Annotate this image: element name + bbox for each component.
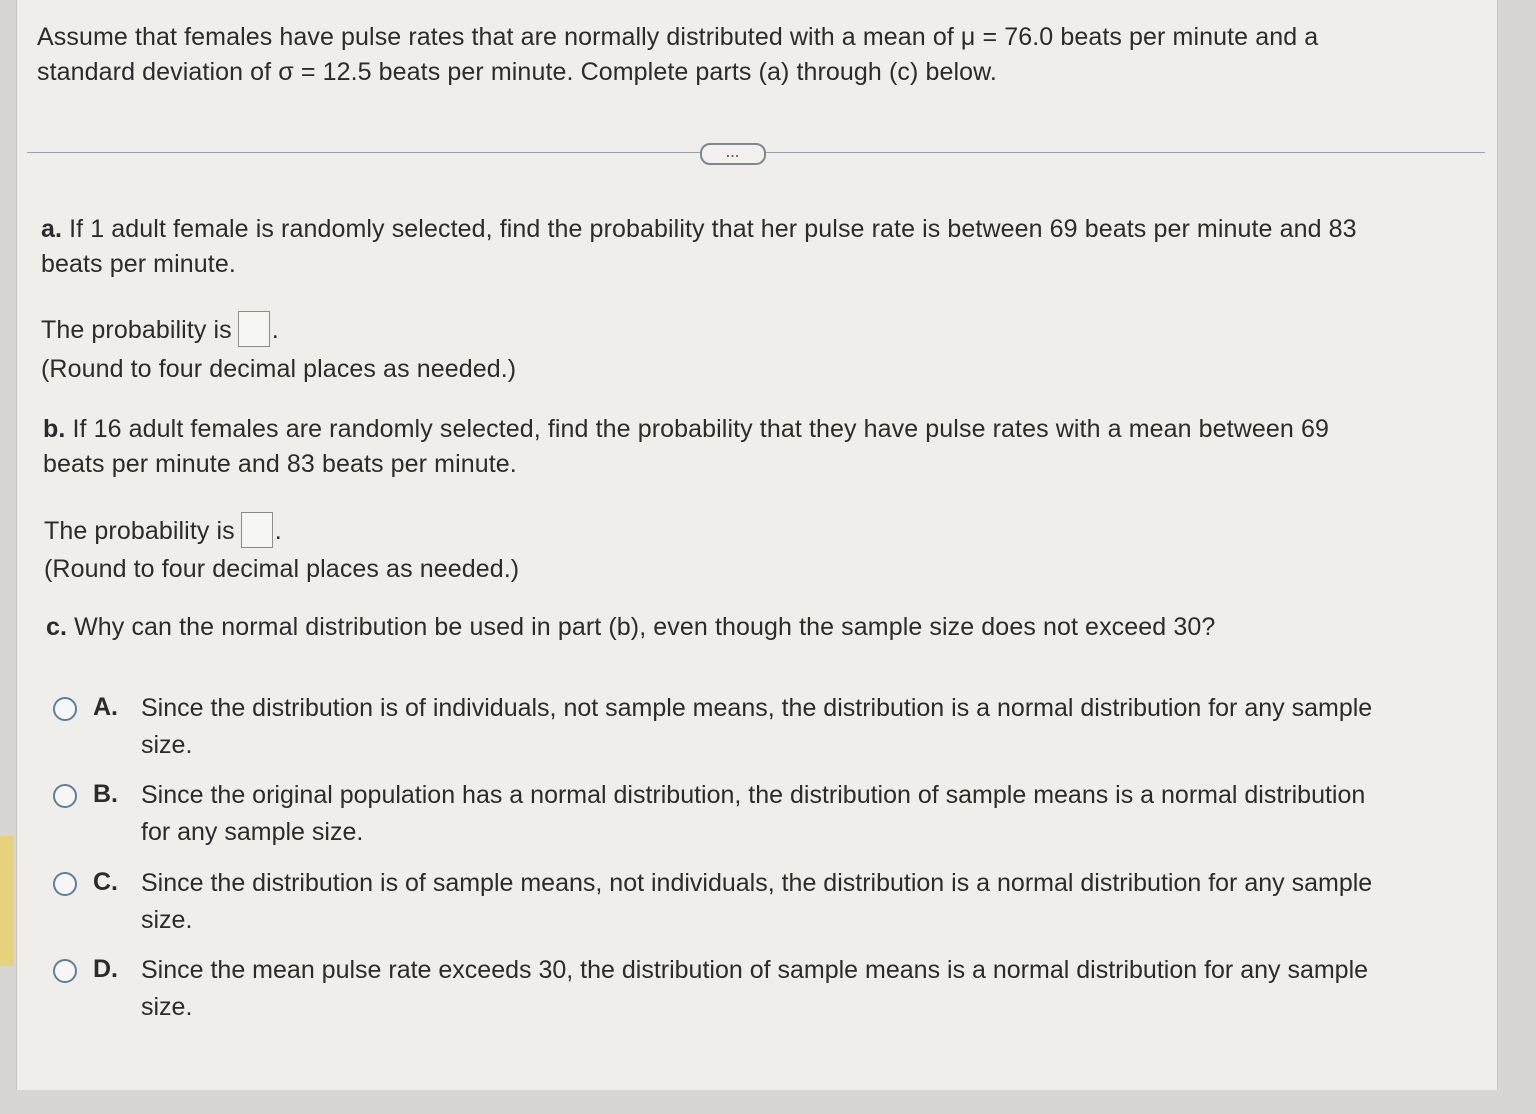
part-a-answer-suffix: . [271, 316, 279, 344]
option-a-line-2: size. [141, 731, 193, 759]
part-a-rounding-note: (Round to four decimal places as needed.) [41, 355, 517, 383]
option-a-line-1: Since the distribution is of individuals, not sample means, the distribution is a normal distribution for any sample [141, 694, 1373, 722]
intro-line-2: standard deviation of σ = 12.5 beats per minute. Complete parts (a) through (c) below. [37, 58, 997, 86]
part-b-question-line-2: beats per minute and 83 beats per minute. [43, 450, 517, 478]
option-c-letter: C. [93, 868, 118, 896]
problem-intro [37, 20, 1457, 90]
part-b-answer-row [44, 512, 944, 549]
part-c-question [46, 610, 1466, 645]
option-d-line-1: Since the mean pulse rate exceeds 30, the distribution of sample means is a normal distribution for any sample [141, 956, 1369, 984]
option-c-radio[interactable] [53, 872, 77, 896]
intro-line-1: Assume that females have pulse rates that are normally distributed with a mean of μ = 76.0 beats per minute and a [37, 23, 1319, 51]
option-b-line-2: for any sample size. [141, 818, 364, 846]
option-d-letter: D. [93, 955, 118, 983]
part-b-label: b. [43, 415, 66, 443]
part-b-question [43, 412, 1463, 482]
option-b-text [141, 777, 1461, 851]
option-b-radio[interactable] [53, 784, 77, 808]
part-a-answer-prefix: The probability is [41, 316, 232, 344]
part-c-label: c. [46, 613, 68, 641]
part-a-label: a. [41, 215, 63, 243]
part-b-rounding-note: (Round to four decimal places as needed.) [44, 555, 520, 583]
option-b-line-1: Since the original population has a normal distribution, the distribution of sample means is a normal distribution [141, 781, 1366, 809]
option-c-line-1: Since the distribution is of sample means, not individuals, the distribution is a normal distribution for any sample [141, 869, 1373, 897]
part-b-answer-prefix: The probability is [44, 517, 235, 545]
part-b-answer-input[interactable] [241, 512, 273, 548]
option-c-line-2: size. [141, 906, 193, 934]
part-b-answer-suffix: . [274, 517, 282, 545]
option-a-radio[interactable] [53, 697, 77, 721]
option-d-text [141, 952, 1461, 1026]
part-a-question [41, 212, 1461, 282]
expand-more-button[interactable]: ... [700, 143, 766, 165]
part-a-question-line-2: beats per minute. [41, 250, 236, 278]
part-b-question-line-1: If 16 adult females are randomly selected, find the probability that they have pulse rates with a mean between 69 [72, 415, 1329, 443]
part-a-answer-input[interactable] [238, 311, 270, 347]
part-a-answer-row [41, 311, 941, 348]
option-a-letter: A. [93, 693, 118, 721]
side-tab-marker [0, 836, 14, 966]
option-a-text [141, 690, 1461, 764]
option-c-text [141, 865, 1461, 939]
question-panel [16, 0, 1498, 1090]
part-c-question-text: Why can the normal distribution be used in part (b), even though the sample size does not exceed 30? [74, 613, 1216, 641]
option-d-line-2: size. [141, 993, 193, 1021]
option-d-radio[interactable] [53, 959, 77, 983]
option-b-letter: B. [93, 780, 118, 808]
part-a-question-line-1: If 1 adult female is randomly selected, find the probability that her pulse rate is between 69 beats per minute and 83 [69, 215, 1357, 243]
